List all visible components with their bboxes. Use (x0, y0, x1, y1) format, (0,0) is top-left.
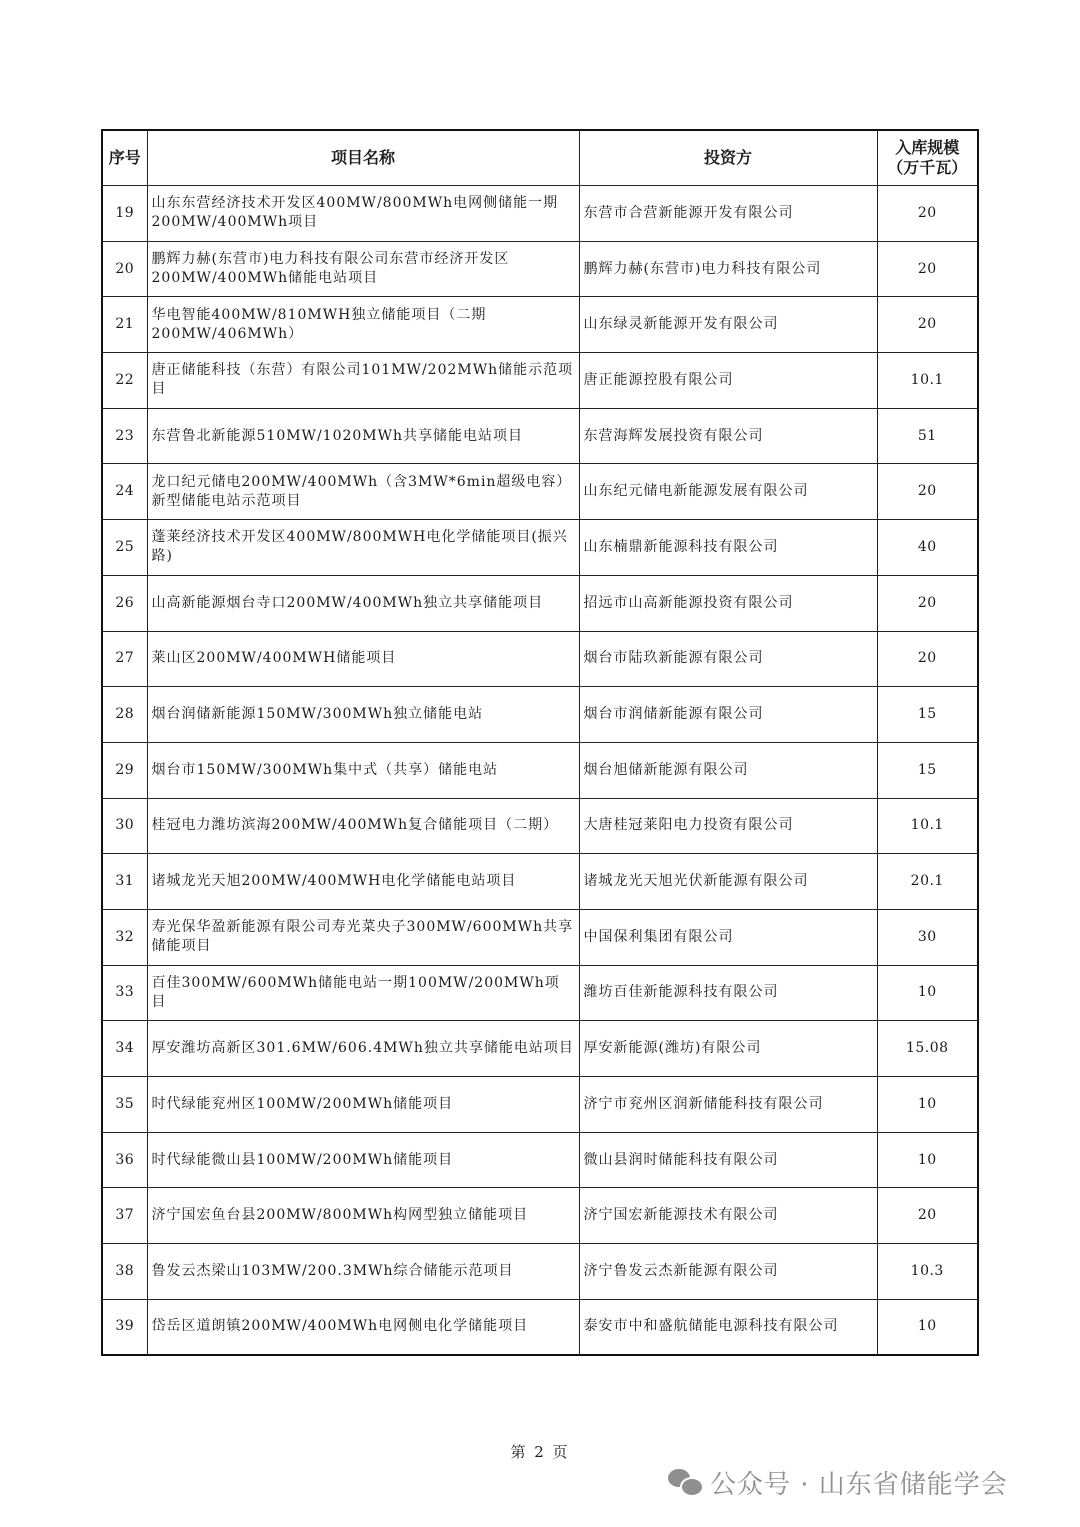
cell-name: 烟台润储新能源150MW/300MWh独立储能电站 (147, 687, 579, 743)
cell-scale: 10 (877, 1299, 978, 1355)
cell-investor: 潍坊百佳新能源科技有限公司 (579, 965, 877, 1021)
table-row (102, 687, 978, 743)
table-row (102, 1021, 978, 1077)
page-number: 第 2 页 (510, 1443, 570, 1461)
table-row (102, 854, 978, 910)
table-row (102, 353, 978, 409)
cell-scale: 20 (877, 297, 978, 353)
header-no: 序号 (102, 130, 147, 186)
cell-scale: 15 (877, 687, 978, 743)
cell-no: 28 (102, 687, 147, 743)
cell-name: 烟台市150MW/300MWh集中式（共享）储能电站 (147, 742, 579, 798)
header-scale-line2: （万千瓦） (887, 158, 968, 177)
cell-name: 鹏辉力赫(东营市)电力科技有限公司东营市经济开发区200MW/400MWh储能电站项目 (147, 241, 579, 297)
cell-name: 唐正储能科技（东营）有限公司101MW/202MWh储能示范项目 (147, 353, 579, 409)
table-header-row (102, 130, 978, 186)
table-row (102, 965, 978, 1021)
cell-scale: 10.3 (877, 1244, 978, 1300)
cell-scale: 15.08 (877, 1021, 978, 1077)
header-investor: 投资方 (579, 130, 877, 186)
cell-name: 诸城龙光天旭200MW/400MWH电化学储能电站项目 (147, 854, 579, 910)
cell-no: 23 (102, 408, 147, 464)
table-body (102, 186, 978, 1355)
table-row (102, 1132, 978, 1188)
cell-no: 34 (102, 1021, 147, 1077)
cell-investor: 烟台市陆玖新能源有限公司 (579, 631, 877, 687)
cell-investor: 济宁鲁发云杰新能源有限公司 (579, 1244, 877, 1300)
cell-no: 36 (102, 1132, 147, 1188)
cell-scale: 40 (877, 520, 978, 576)
table-row (102, 1077, 978, 1133)
cell-no: 24 (102, 464, 147, 520)
table-row (102, 186, 978, 242)
table-row (102, 909, 978, 965)
cell-no: 22 (102, 353, 147, 409)
cell-scale: 30 (877, 909, 978, 965)
cell-scale: 20 (877, 186, 978, 242)
table-row (102, 297, 978, 353)
table-row (102, 520, 978, 576)
cell-investor: 中国保利集团有限公司 (579, 909, 877, 965)
cell-no: 26 (102, 575, 147, 631)
cell-no: 32 (102, 909, 147, 965)
project-table (101, 129, 979, 1356)
cell-scale: 15 (877, 742, 978, 798)
cell-investor: 微山县润时储能科技有限公司 (579, 1132, 877, 1188)
cell-name: 华电智能400MW/810MWH独立储能项目（二期200MW/406MWh） (147, 297, 579, 353)
cell-name: 岱岳区道朗镇200MW/400MWh电网侧电化学储能项目 (147, 1299, 579, 1355)
cell-investor: 东营市合营新能源开发有限公司 (579, 186, 877, 242)
cell-no: 19 (102, 186, 147, 242)
cell-scale: 20 (877, 631, 978, 687)
table-row (102, 798, 978, 854)
cell-no: 33 (102, 965, 147, 1021)
cell-name: 东营鲁北新能源510MW/1020MWh共享储能电站项目 (147, 408, 579, 464)
cell-name: 桂冠电力潍坊滨海200MW/400MWh复合储能项目（二期） (147, 798, 579, 854)
table-row (102, 1244, 978, 1300)
cell-no: 39 (102, 1299, 147, 1355)
cell-name: 厚安潍坊高新区301.6MW/606.4MWh独立共享储能电站项目 (147, 1021, 579, 1077)
cell-investor: 济宁国宏新能源技术有限公司 (579, 1188, 877, 1244)
cell-scale: 20 (877, 464, 978, 520)
cell-no: 27 (102, 631, 147, 687)
header-name: 项目名称 (147, 130, 579, 186)
watermark (668, 1462, 1008, 1502)
cell-scale: 20 (877, 575, 978, 631)
cell-investor: 山东楠鼎新能源科技有限公司 (579, 520, 877, 576)
cell-investor: 济宁市兖州区润新储能科技有限公司 (579, 1077, 877, 1133)
cell-name: 寿光保华盈新能源有限公司寿光菜央子300MW/600MWh共享储能项目 (147, 909, 579, 965)
cell-name: 时代绿能微山县100MW/200MWh储能项目 (147, 1132, 579, 1188)
cell-scale: 20 (877, 1188, 978, 1244)
cell-investor: 泰安市中和盛航储能电源科技有限公司 (579, 1299, 877, 1355)
table-row (102, 631, 978, 687)
cell-scale: 10.1 (877, 353, 978, 409)
cell-scale: 20 (877, 241, 978, 297)
cell-no: 37 (102, 1188, 147, 1244)
header-scale (877, 130, 978, 186)
cell-scale: 10 (877, 965, 978, 1021)
watermark-text: 公众号 · 山东省储能学会 (710, 1469, 1008, 1500)
cell-name: 鲁发云杰梁山103MW/200.3MWh综合储能示范项目 (147, 1244, 579, 1300)
cell-name: 莱山区200MW/400MWH储能项目 (147, 631, 579, 687)
wechat-icon (668, 1467, 702, 1497)
cell-no: 20 (102, 241, 147, 297)
cell-investor: 鹏辉力赫(东营市)电力科技有限公司 (579, 241, 877, 297)
table-row (102, 464, 978, 520)
cell-name: 百佳300MW/600MWh储能电站一期100MW/200MWh项目 (147, 965, 579, 1021)
cell-investor: 东营海辉发展投资有限公司 (579, 408, 877, 464)
table-row (102, 575, 978, 631)
cell-name: 龙口纪元储电200MW/400MWh（含3MW*6min超级电容）新型储能电站示范项目 (147, 464, 579, 520)
cell-investor: 山东纪元储电新能源发展有限公司 (579, 464, 877, 520)
cell-investor: 厚安新能源(潍坊)有限公司 (579, 1021, 877, 1077)
cell-scale: 10 (877, 1077, 978, 1133)
table-row (102, 1188, 978, 1244)
cell-no: 25 (102, 520, 147, 576)
cell-no: 31 (102, 854, 147, 910)
table-row (102, 408, 978, 464)
cell-scale: 10 (877, 1132, 978, 1188)
cell-name: 蓬莱经济技术开发区400MW/800MWH电化学储能项目(振兴路) (147, 520, 579, 576)
cell-name: 山东东营经济技术开发区400MW/800MWh电网侧储能一期200MW/400MWh项目 (147, 186, 579, 242)
table-row (102, 1299, 978, 1355)
cell-scale: 20.1 (877, 854, 978, 910)
cell-scale: 10.1 (877, 798, 978, 854)
cell-investor: 烟台市润储新能源有限公司 (579, 687, 877, 743)
cell-name: 山高新能源烟台寺口200MW/400MWh独立共享储能项目 (147, 575, 579, 631)
header-scale-line1: 入库规模 (895, 138, 960, 157)
cell-name: 济宁国宏鱼台县200MW/800MWh构网型独立储能项目 (147, 1188, 579, 1244)
cell-investor: 诸城龙光天旭光伏新能源有限公司 (579, 854, 877, 910)
cell-name: 时代绿能兖州区100MW/200MWh储能项目 (147, 1077, 579, 1133)
cell-no: 30 (102, 798, 147, 854)
table-row (102, 742, 978, 798)
cell-investor: 大唐桂冠莱阳电力投资有限公司 (579, 798, 877, 854)
cell-investor: 山东绿灵新能源开发有限公司 (579, 297, 877, 353)
cell-no: 38 (102, 1244, 147, 1300)
cell-no: 21 (102, 297, 147, 353)
cell-no: 35 (102, 1077, 147, 1133)
cell-scale: 51 (877, 408, 978, 464)
cell-investor: 烟台旭储新能源有限公司 (579, 742, 877, 798)
cell-no: 29 (102, 742, 147, 798)
table-row (102, 241, 978, 297)
cell-investor: 招远市山高新能源投资有限公司 (579, 575, 877, 631)
cell-investor: 唐正能源控股有限公司 (579, 353, 877, 409)
